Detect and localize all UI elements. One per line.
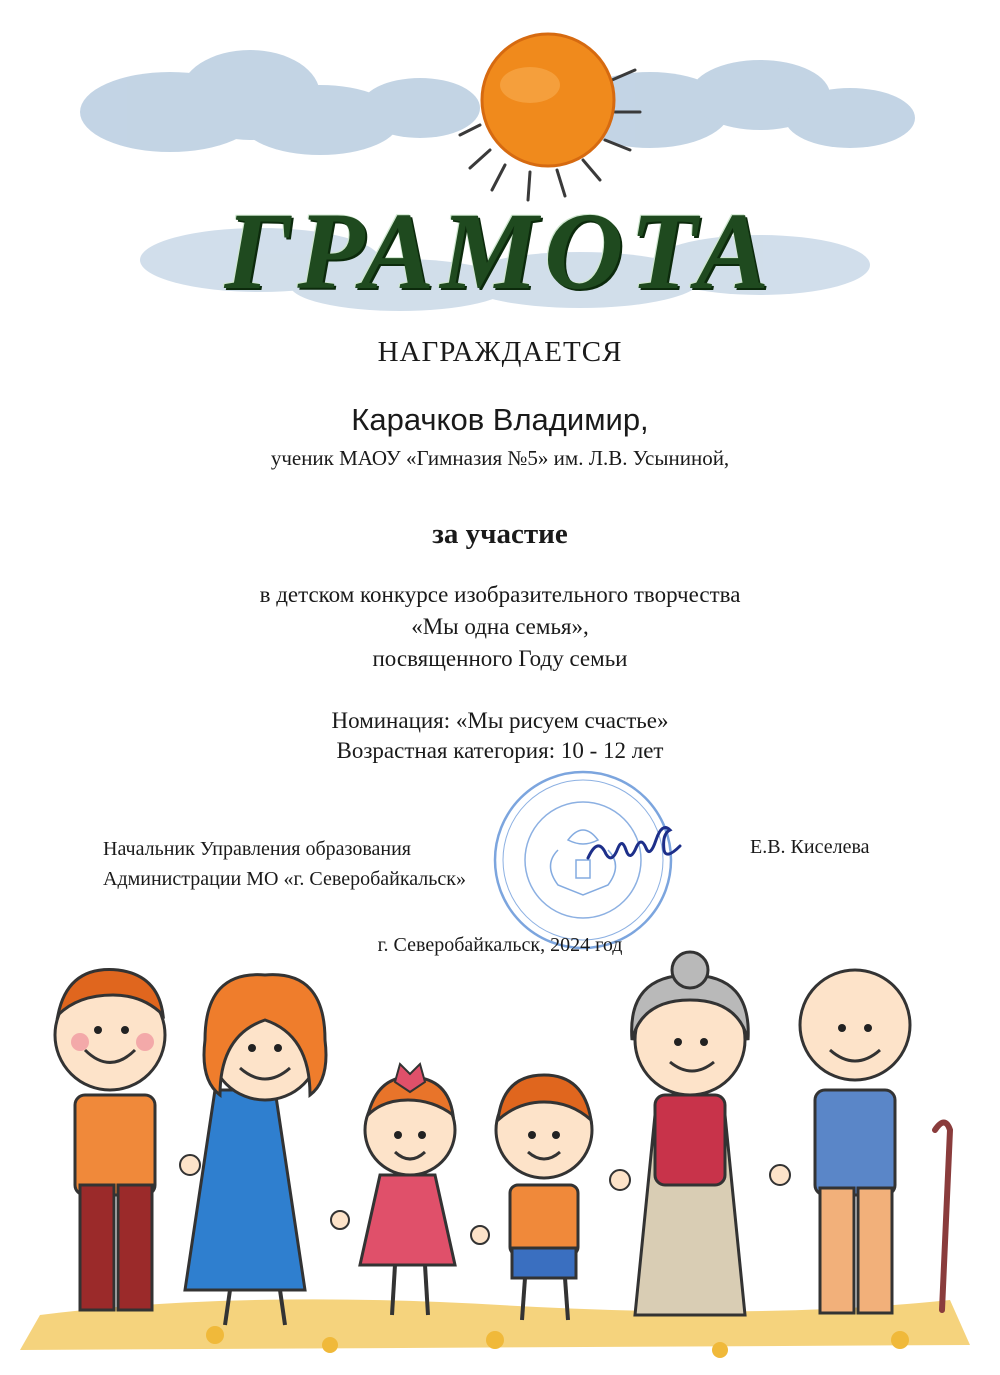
description-line-2: «Мы одна семья»,: [411, 614, 589, 639]
signatory-name: Е.В. Киселева: [750, 836, 870, 858]
mother-figure: [185, 975, 326, 1325]
recipient-name: Карачков Владимир,: [351, 402, 649, 437]
signatory-title-line-1: Начальник Управления образования: [103, 838, 411, 860]
sun: [482, 34, 614, 166]
signatory-title-line-2: Администрации МО «г. Северобайкальск»: [103, 868, 466, 890]
signatory-title: [103, 834, 466, 894]
awarded-heading: НАГРАЖДАЕТСЯ: [377, 336, 623, 368]
reason-text: за участие: [432, 518, 568, 550]
nomination-text: Номинация: «Мы рисуем счастье»: [331, 708, 669, 733]
description-line-3: посвященного Году семьи: [372, 646, 628, 671]
father-figure: [55, 970, 165, 1310]
recipient-info: ученик МАОУ «Гимназия №5» им. Л.В. Усыниной,: [270, 446, 730, 470]
place-year: г. Северобайкальск, 2024 год: [377, 934, 623, 956]
cloud-left: [80, 50, 480, 155]
age-category-text: Возрастная категория: 10 - 12 лет: [336, 738, 664, 763]
boy-figure: [496, 1075, 592, 1320]
girl-figure: [360, 1064, 455, 1315]
cloud-right: [570, 60, 915, 148]
family-illustration: [0, 930, 1000, 1375]
certificate-title: ГРАМОТА: [224, 190, 776, 312]
grandfather-figure: [800, 970, 950, 1313]
description-line-1: в детском конкурсе изобразительного творчества: [259, 582, 741, 607]
grandmother-figure: [632, 952, 749, 1315]
handwritten-signature: [580, 818, 690, 878]
